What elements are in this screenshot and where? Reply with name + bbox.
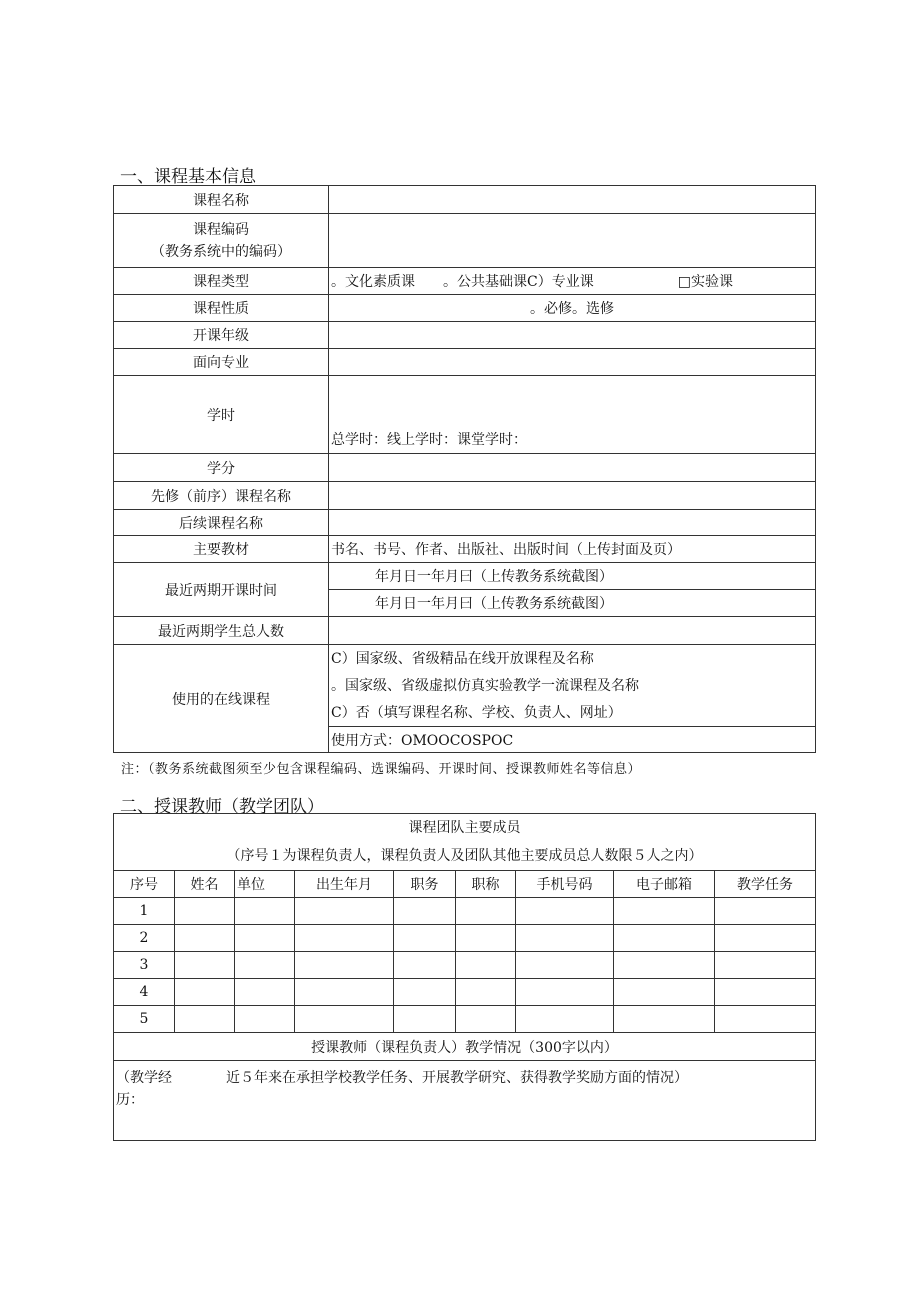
field-usage-mode[interactable]: 使用方式：OMOOCOSPOC [329,727,816,753]
teaching-team-table [113,813,816,1141]
label-prereq: 先修（前序）课程名称 [114,482,329,510]
row-index: 2 [114,925,175,952]
cell-name[interactable] [175,979,235,1006]
col-header-birth: 出生年月 [295,871,394,898]
label-course-nature: 课程性质 [114,295,329,322]
cell-title[interactable] [456,898,516,925]
row-index: 5 [114,1006,175,1033]
label-hours: 学时 [114,376,329,454]
cell-name[interactable] [175,925,235,952]
teaching-label-a: （教学经 [116,1070,172,1086]
cell-unit[interactable] [235,898,295,925]
option-online-none[interactable]: C）否（填写课程名称、学校、负责人、网址） [329,699,816,727]
cell-position[interactable] [394,898,456,925]
option-online-virtual-sim[interactable]: 。国家级、省级虚拟仿真实验教学一流课程及名称 [329,671,816,699]
cell-task[interactable] [715,898,816,925]
label-recent-time: 最近两期开课时间 [114,563,329,617]
cell-email[interactable] [614,925,715,952]
field-course-code[interactable] [329,214,816,268]
cell-birth[interactable] [295,925,394,952]
field-course-name[interactable] [329,186,816,214]
field-credits[interactable] [329,454,816,482]
field-grade[interactable] [329,322,816,349]
label-textbook: 主要教材 [114,536,329,563]
table-row [114,979,816,1006]
cell-email[interactable] [614,979,715,1006]
cell-position[interactable] [394,952,456,979]
cell-birth[interactable] [295,1006,394,1033]
field-recent-time-1[interactable]: 年月日一年月曰（上传教务系统截图） [329,563,816,590]
field-hours[interactable]: 总学时：线上学时：课堂学时： [329,376,816,454]
teaching-label-b: 历： [116,1092,144,1108]
cell-phone[interactable] [516,925,614,952]
cell-task[interactable] [715,979,816,1006]
cell-task[interactable] [715,925,816,952]
cell-phone[interactable] [516,1006,614,1033]
cell-name[interactable] [175,952,235,979]
cell-title[interactable] [456,979,516,1006]
label-online-course: 使用的在线课程 [114,645,329,753]
cell-task[interactable] [715,952,816,979]
cell-position[interactable] [394,979,456,1006]
label-course-name: 课程名称 [114,186,329,214]
label-course-code-line1: 课程编码 [193,221,249,238]
field-prereq[interactable] [329,482,816,510]
cell-phone[interactable] [516,979,614,1006]
label-followup: 后续课程名称 [114,510,329,536]
option-online-national-open[interactable]: C）国家级、省级精品在线开放课程及名称 [329,645,816,671]
row-index: 4 [114,979,175,1006]
row-index: 3 [114,952,175,979]
team-header [114,814,816,871]
col-header-email: 电子邮箱 [614,871,715,898]
screenshot-note: 注：（教务系统截图须至少包含课程编码、选课编码、开课时间、授课教师姓名等信息） [121,762,642,777]
field-major[interactable] [329,349,816,376]
label-students: 最近两期学生总人数 [114,617,329,645]
cell-phone[interactable] [516,952,614,979]
table-row [114,898,816,925]
label-course-code-line2: （教务系统中的编码） [151,243,291,260]
field-course-nature[interactable]: 。必修。选修 [329,295,816,322]
cell-position[interactable] [394,925,456,952]
cell-phone[interactable] [516,898,614,925]
team-column-header-row [114,871,816,898]
cell-unit[interactable] [235,925,295,952]
section-1-heading: 一、课程基本信息 [120,167,256,187]
table-row [114,925,816,952]
field-followup[interactable] [329,510,816,536]
cell-unit[interactable] [235,1006,295,1033]
cell-task[interactable] [715,1006,816,1033]
col-header-unit: 单位 [235,871,295,898]
col-header-position: 职务 [394,871,456,898]
cell-email[interactable] [614,1006,715,1033]
col-header-phone: 手机号码 [516,871,614,898]
col-header-name: 姓名 [175,871,235,898]
cell-unit[interactable] [235,979,295,1006]
cell-title[interactable] [456,1006,516,1033]
cell-name[interactable] [175,1006,235,1033]
cell-title[interactable] [456,952,516,979]
label-major: 面向专业 [114,349,329,376]
team-subtitle: （序号１为课程负责人，课程负责人及团队其他主要成员总人数限５人之内） [226,848,703,864]
course-info-table [113,185,816,753]
table-row [114,1006,816,1033]
cell-birth[interactable] [295,898,394,925]
teaching-situation-field[interactable] [114,1061,816,1141]
field-students[interactable] [329,617,816,645]
label-course-code [114,214,329,268]
table-row [114,952,816,979]
field-textbook[interactable]: 书名、书号、作者、出版社、出版时间（上传封面及页） [329,536,816,563]
cell-position[interactable] [394,1006,456,1033]
cell-email[interactable] [614,898,715,925]
label-credits: 学分 [114,454,329,482]
teaching-description: 近５年来在承担学校教学任务、开展教学研究、获得教学奖励方面的情况） [226,1070,688,1086]
field-recent-time-2[interactable]: 年月日一年月曰（上传教务系统截图） [329,590,816,617]
cell-birth[interactable] [295,979,394,1006]
label-course-type: 课程类型 [114,268,329,295]
cell-email[interactable] [614,952,715,979]
col-header-index: 序号 [114,871,175,898]
cell-birth[interactable] [295,952,394,979]
section-2-heading: 二、授课教师（教学团队） [120,797,324,817]
row-index: 1 [114,898,175,925]
teaching-situation-title: 授课教师（课程负责人）教学情况（300字以内） [114,1033,816,1061]
col-header-task: 教学任务 [715,871,816,898]
cell-title[interactable] [456,925,516,952]
field-course-type[interactable]: 。文化素质课 。公共基础课C）专业课 □实验课 [329,268,816,295]
cell-unit[interactable] [235,952,295,979]
cell-name[interactable] [175,898,235,925]
team-title: 课程团队主要成员 [408,820,521,836]
col-header-title: 职称 [456,871,516,898]
label-grade: 开课年级 [114,322,329,349]
